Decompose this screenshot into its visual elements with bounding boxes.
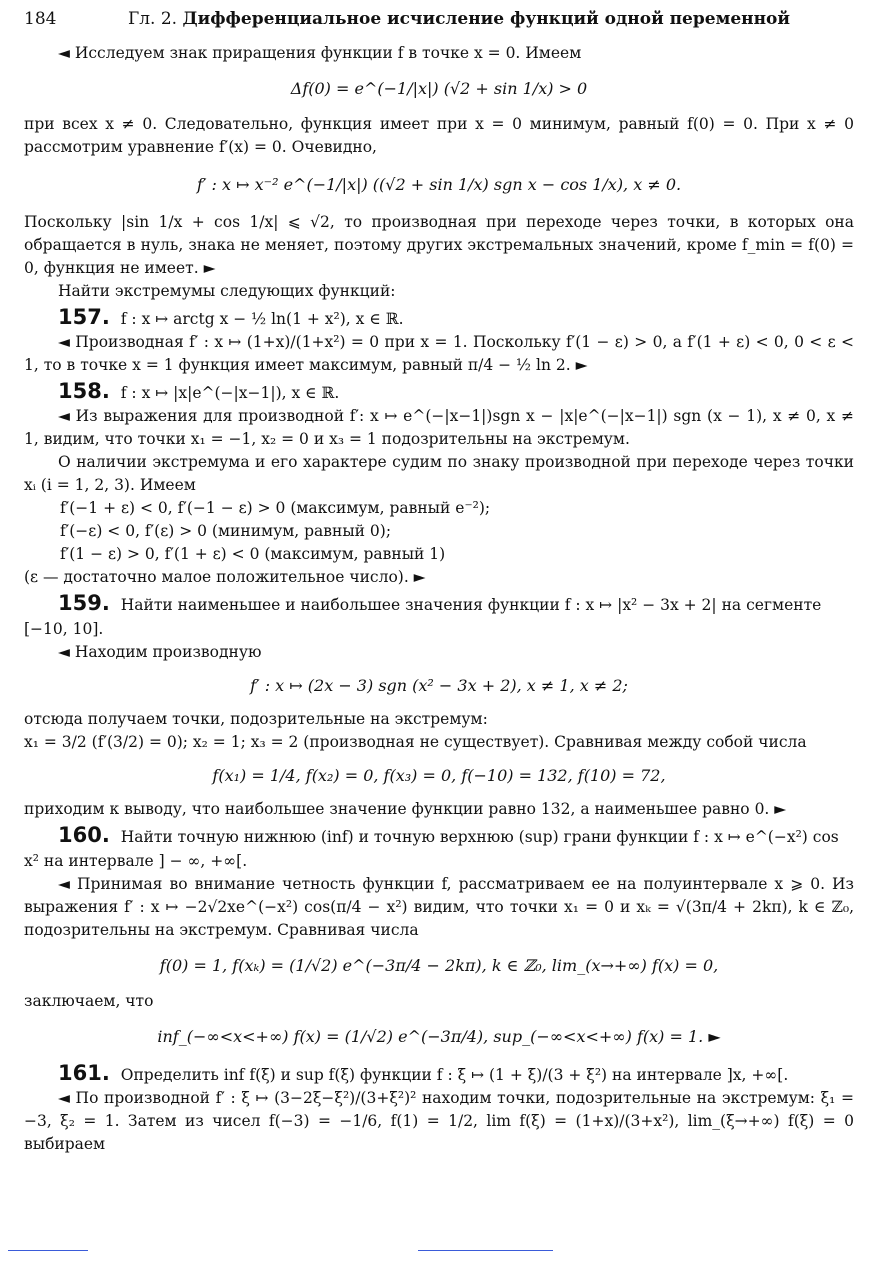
paragraph: заключаем, что — [24, 992, 154, 1010]
problem-number: 161. — [58, 1061, 110, 1085]
paragraph: Найти экстремумы следующих функций: — [58, 282, 396, 300]
book-page — [24, 6, 854, 1256]
problem-159 — [24, 591, 854, 641]
list-item: f′(−ε) < 0, f′(ε) > 0 (минимум, равный 0); — [60, 522, 392, 540]
chapter-title: Дифференциальное исчисление функций одной переменной — [182, 9, 790, 29]
formula: inf_(−∞<x<+∞) f(x) = (1/√2) e^(−3π/4), sup_(−∞<x<+∞) f(x) = 1. ► — [157, 1027, 721, 1046]
footer-rules — [8, 1250, 838, 1252]
problem-number: 160. — [58, 823, 110, 847]
paragraph: отсюда получаем точки, подозрительные на экстремум: — [24, 710, 488, 728]
paragraph: приходим к выводу, что наибольшее значение функции равно 132, а наименьшее равно 0. ► — [24, 800, 787, 818]
list-item: f′(−1 + ε) < 0, f′(−1 − ε) > 0 (максимум, равный e⁻²); — [60, 499, 491, 517]
solution: ◄ Из выражения для производной f′: x ↦ e^(−|x−1|)sgn x − |x|e^(−|x−1|) sgn (x − 1), x ≠ 0, x ≠ 1, видим, что точки x₁ = −1, x₂ = 0 и x₃ = 1 подозрительны на экстремум. — [24, 407, 854, 448]
formula: f′ : x ↦ (2x − 3) sgn (x² − 3x + 2), x ≠ 1, x ≠ 2; — [250, 676, 628, 695]
footer-rule — [418, 1250, 553, 1251]
problem-text: Найти точную нижнюю (inf) и точную верхнюю (sup) грани функции f : x ↦ e^(−x²) cos x² на интервале ] − ∞, +∞[. — [24, 828, 839, 870]
problem-160 — [24, 823, 854, 873]
problem-number: 157. — [58, 305, 110, 329]
problem-161 — [24, 1061, 854, 1087]
chapter-label: Гл. 2. — [127, 9, 178, 29]
paragraph: Поскольку |sin 1/x + cos 1/x| ⩽ √2, то производная при переходе через точки, в которых она обращается в нуль, знака не меняет, поэтому других экстремальных значений, кроме f_min = f(0) = 0, функция не имеет. ► — [24, 213, 854, 277]
formula: f(0) = 1, f(xₖ) = (1/√2) e^(−3π/4 − 2kπ), k ∈ ℤ₀, lim_(x→+∞) f(x) = 0, — [159, 956, 719, 975]
problem-158 — [24, 379, 854, 405]
problem-text: f : x ↦ |x|e^(−|x−1|), x ∈ ℝ. — [120, 384, 340, 402]
formula: f(x₁) = 1/4, f(x₂) = 0, f(x₃) = 0, f(−10) = 132, f(10) = 72, — [212, 766, 666, 785]
paragraph: ◄ Исследуем знак приращения функции f в точке x = 0. Имеем — [58, 44, 582, 62]
solution: ◄ Находим производную — [58, 643, 262, 661]
paragraph: О наличии экстремума и его характере судим по знаку производной при переходе через точки xᵢ (i = 1, 2, 3). Имеем — [24, 453, 854, 494]
list-item: f′(1 − ε) > 0, f′(1 + ε) < 0 (максимум, равный 1) — [60, 545, 446, 563]
paragraph: при всех x ≠ 0. Следовательно, функция имеет при x = 0 минимум, равный f(0) = 0. При x ≠ 0 рассмотрим уравнение f′(x) = 0. Очевидно, — [24, 115, 854, 156]
paragraph: (ε — достаточно малое положительное число). ► — [24, 568, 426, 586]
page-header — [24, 6, 854, 32]
solution: ◄ Производная f′ : x ↦ (1+x)/(1+x²) = 0 при x = 1. Поскольку f′(1 − ε) > 0, а f′(1 + ε) < 0, 0 < ε < 1, то в точке x = 1 функция имеет максимум, равный π/4 − ½ ln 2. ► — [24, 333, 854, 374]
problem-157 — [24, 305, 854, 331]
formula: Δf(0) = e^(−1/|x|) (√2 + sin 1/x) > 0 — [290, 79, 588, 98]
problem-text: Определить inf f(ξ) и sup f(ξ) функции f : ξ ↦ (1 + ξ)/(3 + ξ²) на интервале ]x, +∞[. — [120, 1066, 789, 1084]
problem-text: f : x ↦ arctg x − ½ ln(1 + x²), x ∈ ℝ. — [120, 310, 404, 328]
problem-text: Найти наименьшее и наибольшее значения функции f : x ↦ |x² − 3x + 2| на сегменте [−10, 10]. — [24, 596, 822, 638]
solution: ◄ Принимая во внимание четность функции f, рассматриваем ее на полуинтервале x ⩾ 0. Из выражения f′ : x ↦ −2√2xe^(−x²) cos(π/4 − x²) видим, что точки x₁ = 0 и xₖ = √(3π/4 + 2kπ), k ∈ ℤ₀, подозрительны на экстремум. Сравнивая числа — [24, 875, 854, 939]
page-number: 184 — [24, 9, 57, 29]
problem-number: 159. — [58, 591, 110, 615]
paragraph: x₁ = 3/2 (f′(3/2) = 0); x₂ = 1; x₃ = 2 (производная не существует). Сравнивая между собой числа — [24, 733, 807, 751]
footer-rule — [8, 1250, 88, 1251]
running-title — [64, 6, 854, 32]
formula: f′ : x ↦ x⁻² e^(−1/|x|) ((√2 + sin 1/x) sgn x − cos 1/x), x ≠ 0. — [196, 175, 682, 194]
solution: ◄ По производной f′ : ξ ↦ (3−2ξ−ξ²)/(3+ξ²)² находим точки, подозрительные на экстремум: ξ₁ = −3, ξ₂ = 1. Затем из чисел f(−3) = −1/6, f(1) = 1/2, lim f(ξ) = (1+x)/(3+x²), lim_(ξ→+∞) f(ξ) = 0 выбираем — [24, 1089, 854, 1153]
problem-number: 158. — [58, 379, 110, 403]
